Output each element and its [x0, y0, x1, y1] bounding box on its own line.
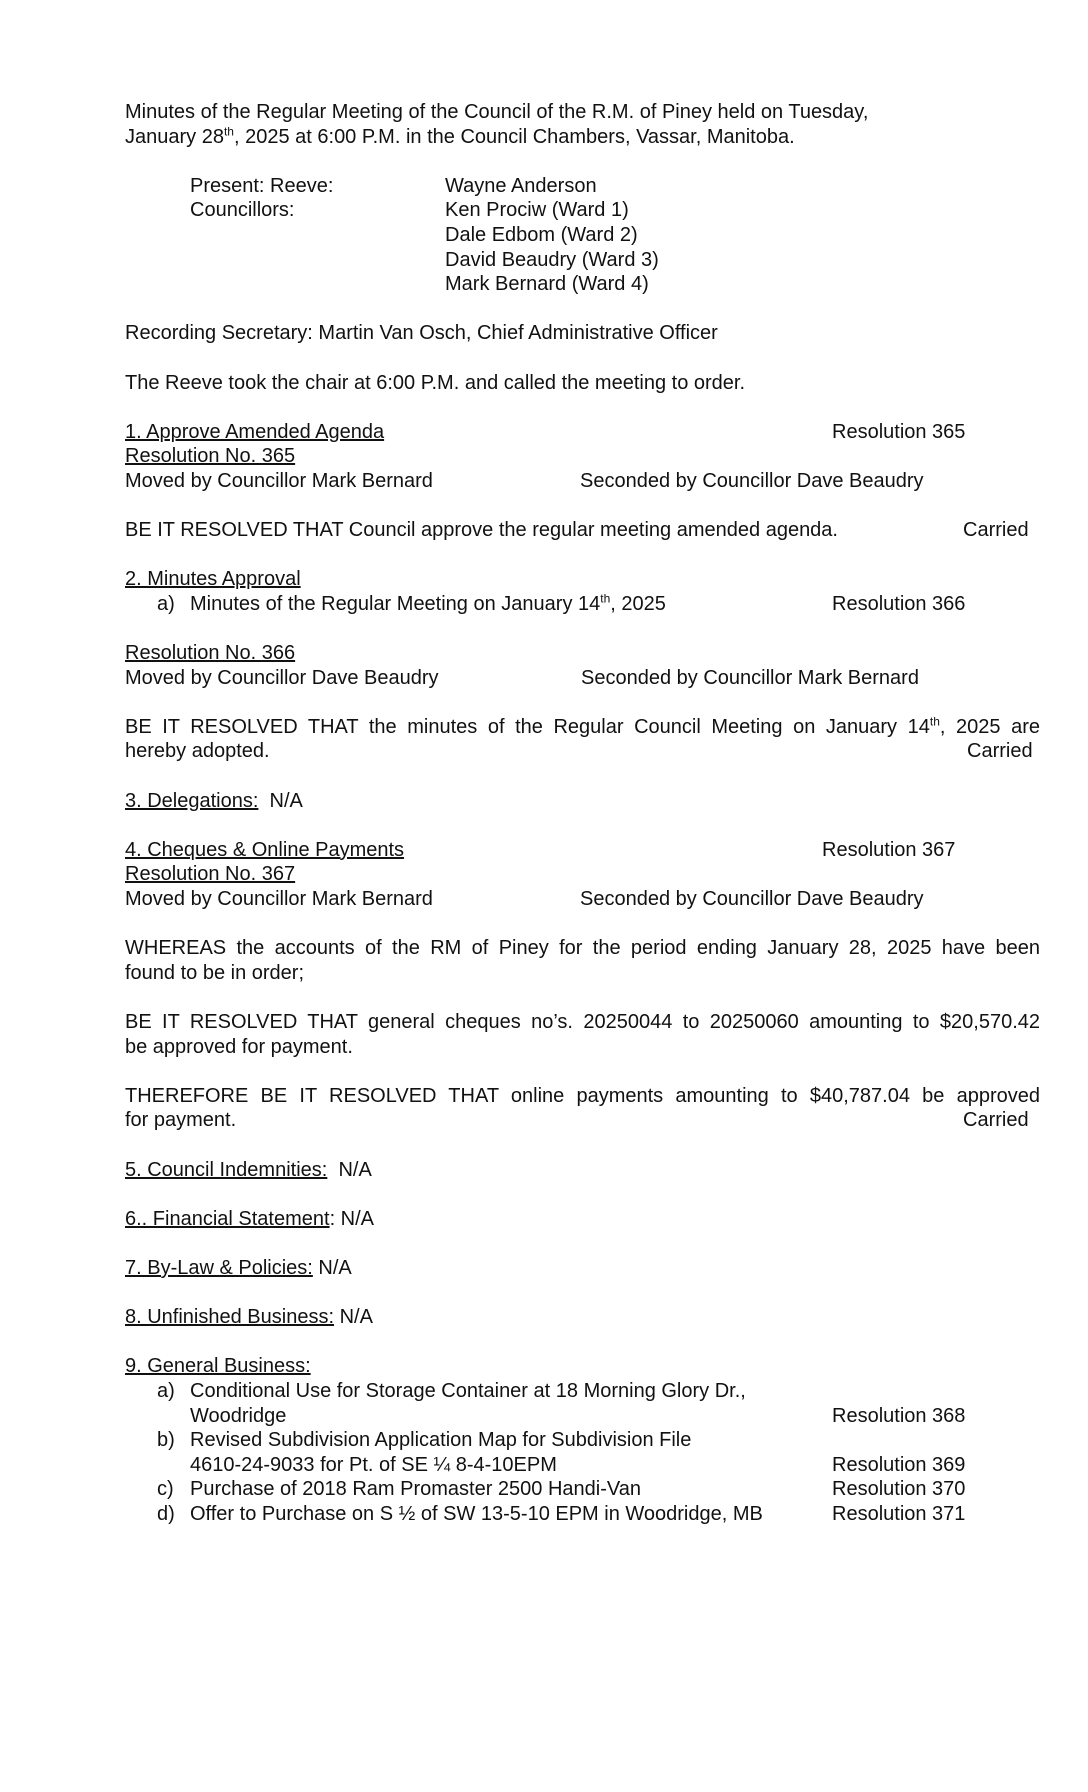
councillor-ward-4: Mark Bernard (Ward 4): [445, 273, 649, 296]
resolution-366-text-cont: hereby adopted.: [125, 740, 270, 763]
resolution-365-movers: [125, 469, 1040, 494]
whereas-line-1: WHEREAS the accounts of the RM of Piney for the period ending January 28, 2025 have been: [125, 937, 1040, 960]
therefore-line-2-row: [125, 1108, 1040, 1133]
section-7-row: [125, 1256, 1040, 1281]
section-1-heading: 1. Approve Amended Agenda: [125, 420, 385, 443]
resolved-line-2: be approved for payment.: [125, 1035, 353, 1058]
header-date-sup: th: [223, 123, 234, 138]
item-text: Revised Subdivision Application Map for Subdivision File: [190, 1429, 692, 1452]
item-marker: a): [157, 592, 175, 615]
section-6-row: [125, 1207, 1040, 1232]
item-marker: a): [157, 1379, 175, 1402]
section-5-row: [125, 1158, 1040, 1183]
whereas-line-2: found to be in order;: [125, 961, 305, 984]
section-2-heading: 2. Minutes Approval: [125, 568, 301, 591]
therefore-line-1: THEREFORE BE IT RESOLVED THAT online payments amounting to $40,787.04 be approved: [125, 1084, 1040, 1107]
section-5-heading: 5. Council Indemnities:: [125, 1158, 328, 1181]
section-3-row: [125, 789, 1040, 814]
seconded-by: Seconded by Councillor Mark Bernard: [581, 666, 919, 689]
header-date: January 28: [125, 125, 224, 148]
seconded-by: Seconded by Councillor Dave Beaudry: [580, 888, 924, 911]
attendance-block: [190, 174, 1040, 297]
section-6-value: : N/A: [329, 1207, 375, 1230]
councillor-ward-2: Dale Edbom (Ward 2): [445, 223, 638, 246]
seconded-by: Seconded by Councillor Dave Beaudry: [580, 469, 924, 492]
minutes-page: [125, 100, 1040, 1526]
item-resolution: Resolution 370: [832, 1478, 966, 1501]
section-4-heading: 4. Cheques & Online Payments: [125, 838, 405, 861]
resolution-366-text-sup: th: [929, 714, 940, 729]
item-marker: b): [157, 1429, 175, 1452]
section-2-item-a: [125, 592, 1040, 617]
item-resolution: Resolution 371: [832, 1502, 966, 1525]
item-marker: c): [157, 1478, 174, 1501]
general-business-item-d: [125, 1502, 1040, 1527]
item-text: Conditional Use for Storage Container at 18 Morning Glory Dr.,: [190, 1379, 746, 1402]
resolution-366-text-end: , 2025 are: [939, 715, 1040, 738]
call-to-order: The Reeve took the chair at 6:00 P.M. and called the meeting to order.: [125, 371, 746, 394]
section-3-heading: 3. Delegations:: [125, 789, 259, 812]
section-7-heading: 7. By-Law & Policies:: [125, 1256, 313, 1279]
reeve-label: Present: Reeve:: [190, 174, 334, 197]
item-resolution: Resolution 369: [832, 1453, 966, 1476]
item-resolution: Resolution 368: [832, 1404, 966, 1427]
resolution-366-number: Resolution No. 366: [125, 642, 296, 665]
header-text-1: Minutes of the Regular Meeting of the Council of the R.M. of Piney held on Tuesday,: [125, 101, 869, 123]
header-line-1: [125, 100, 1040, 125]
councillor-ward-3: David Beaudry (Ward 3): [445, 248, 659, 271]
resolution-365-text-row: [125, 518, 1040, 543]
section-4-resolution-ref: Resolution 367: [822, 838, 956, 861]
header-line-2: [125, 125, 1040, 150]
section-8-heading: 8. Unfinished Business:: [125, 1306, 335, 1329]
section-1-heading-row: [125, 420, 1040, 445]
item-text-year: , 2025: [610, 592, 666, 615]
moved-by: Moved by Councillor Mark Bernard: [125, 888, 433, 911]
status-carried: Carried: [963, 519, 1029, 542]
resolved-line-1: BE IT RESOLVED THAT general cheques no’s. 20250044 to 20250060 amounting to $20,570.42: [125, 1011, 1040, 1033]
status-carried: Carried: [967, 740, 1033, 763]
section-6-heading: 6.. Financial Statement: [125, 1207, 330, 1230]
section-5-value: N/A: [338, 1158, 372, 1181]
item-text: [190, 592, 666, 617]
section-4-heading-row: [125, 838, 1040, 863]
section-3-value: N/A: [269, 789, 303, 812]
resolution-366-text-line-2: [125, 739, 1040, 764]
section-7-value: N/A: [318, 1256, 352, 1279]
status-carried: Carried: [963, 1109, 1029, 1132]
item-text-cont: Woodridge: [190, 1404, 287, 1427]
resolution-367-movers: [125, 887, 1040, 912]
section-8-value: N/A: [339, 1306, 373, 1329]
councillor-ward-1: Ken Prociw (Ward 1): [445, 199, 629, 222]
header-location: , 2025 at 6:00 P.M. in the Council Chambers, Vassar, Manitoba.: [233, 125, 795, 148]
moved-by: Moved by Councillor Dave Beaudry: [125, 666, 439, 689]
moved-by: Moved by Councillor Mark Bernard: [125, 469, 433, 492]
item-text: Purchase of 2018 Ram Promaster 2500 Handi-Van: [190, 1478, 641, 1501]
item-text-cont: 4610-24-9033 for Pt. of SE ¼ 8-4-10EPM: [190, 1453, 557, 1476]
general-business-item-a: [125, 1379, 1040, 1404]
councillors-label: Councillors:: [190, 199, 295, 222]
general-business-item-b-cont: [125, 1453, 1040, 1478]
item-text-sup: th: [600, 591, 611, 606]
therefore-line-2: for payment.: [125, 1109, 237, 1132]
resolution-365-number: Resolution No. 365: [125, 445, 296, 468]
resolution-367-number: Resolution No. 367: [125, 863, 296, 886]
reeve-name: Wayne Anderson: [445, 174, 597, 197]
item-resolution: Resolution 366: [832, 592, 966, 615]
resolution-366-movers: [125, 666, 1040, 691]
resolution-365-text: BE IT RESOLVED THAT Council approve the regular meeting amended agenda.: [125, 519, 838, 542]
section-8-row: [125, 1305, 1040, 1330]
section-9-heading: 9. General Business:: [125, 1355, 311, 1378]
general-business-item-c: [125, 1477, 1040, 1502]
item-text-main: Minutes of the Regular Meeting on January 14: [190, 592, 601, 615]
section-1-resolution-ref: Resolution 365: [832, 420, 966, 443]
general-business-item-b: [125, 1428, 1040, 1453]
recording-secretary: Recording Secretary: Martin Van Osch, Chief Administrative Officer: [125, 322, 718, 345]
resolution-366-text-line-1: [125, 715, 1040, 740]
general-business-item-a-cont: [125, 1404, 1040, 1429]
item-text: Offer to Purchase on S ½ of SW 13-5-10 EPM in Woodridge, MB: [190, 1502, 763, 1525]
resolution-366-text-main: BE IT RESOLVED THAT the minutes of the Regular Council Meeting on January 14: [125, 715, 930, 738]
item-marker: d): [157, 1502, 175, 1525]
